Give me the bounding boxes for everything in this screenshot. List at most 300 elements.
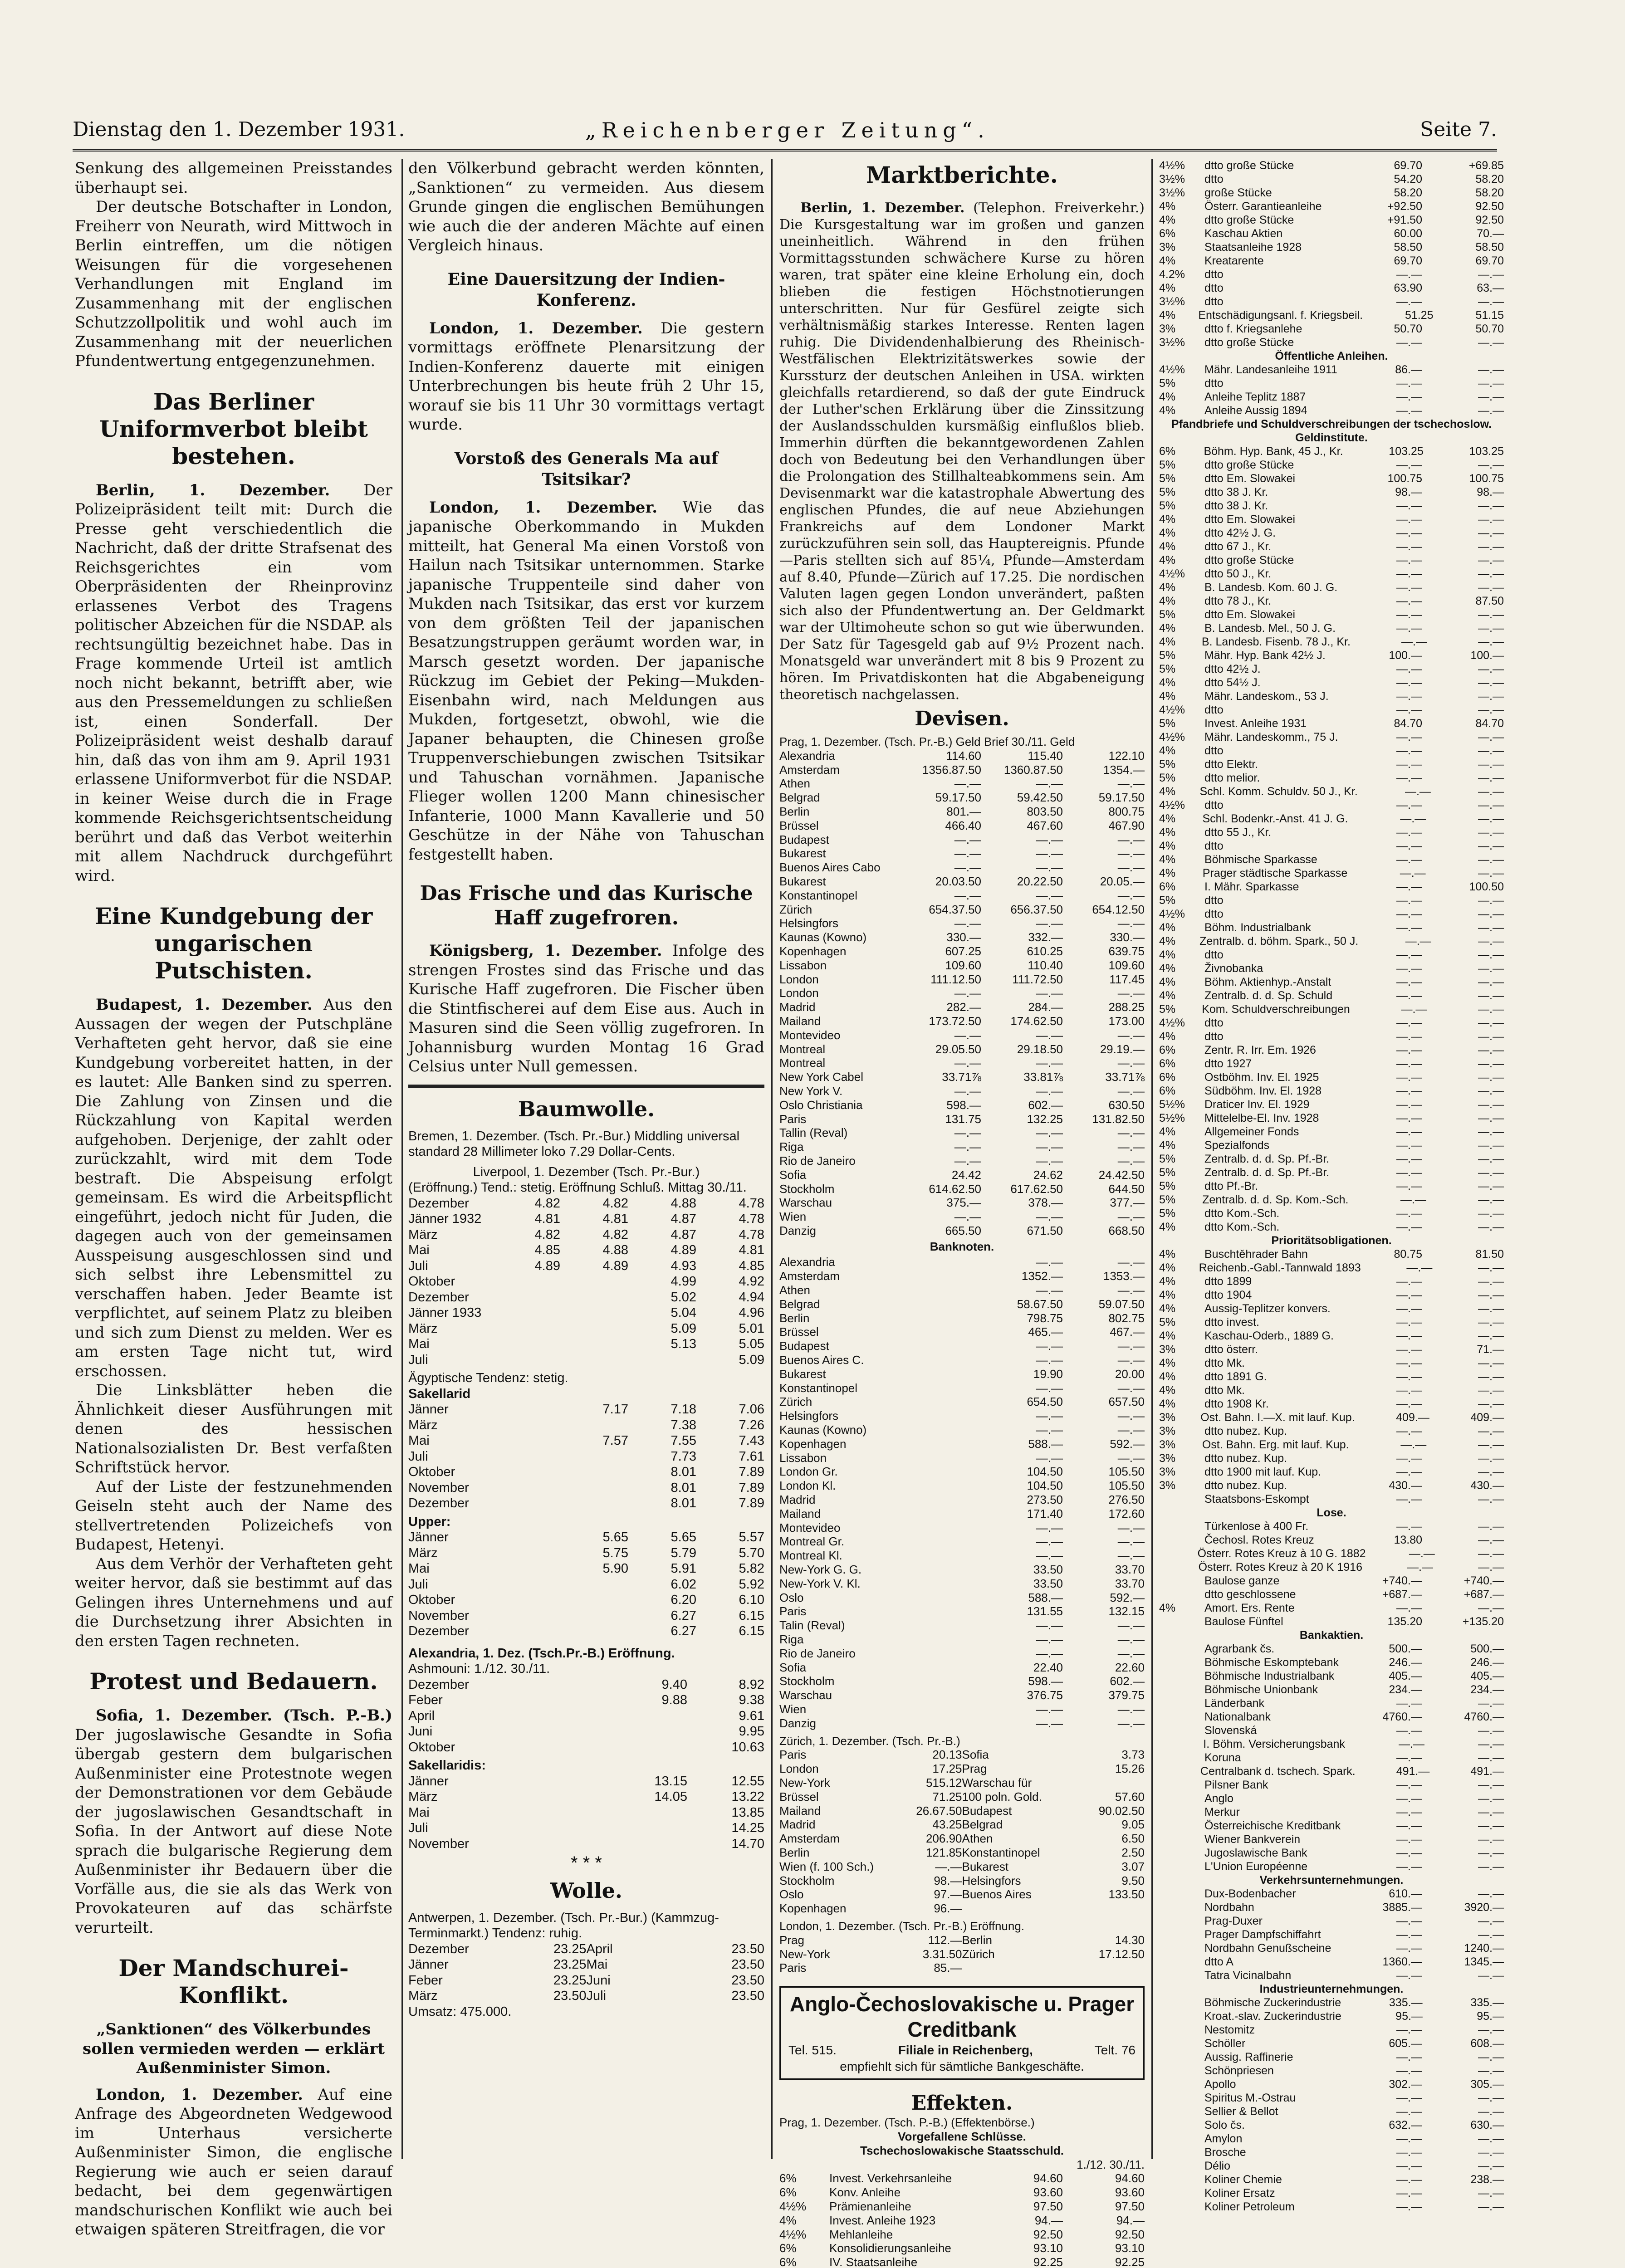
row-value: +92.50 [1387,200,1422,213]
row-value: dtto 54½ J. [1204,676,1261,689]
stock-row [1159,676,1504,689]
stock-row [1159,295,1504,308]
row-value [560,1592,628,1608]
row-value: —.— [1117,1646,1145,1660]
row-value: 378.— [1028,1196,1063,1210]
row-value: —.— [1036,1520,1063,1535]
row-value: 668.50 [1108,1223,1145,1237]
row-value: —.— [1036,1210,1063,1224]
row-value: dtto [1204,894,1224,907]
row-value: —.— [1396,499,1422,512]
devisen-row [779,1028,1145,1042]
row-value: Buenos Aires [962,1887,1032,1901]
banknoten-row [779,1507,1145,1521]
stock-row [1159,1819,1504,1833]
row-value: 100.75 [1469,472,1504,485]
row-value: 100.50 [1469,880,1504,893]
row-value: —.— [1478,1534,1504,1546]
row-label: November [408,1836,469,1851]
row-value: B. Landesb. Kom. 60 J. G. [1204,581,1338,594]
row-label: April [408,1708,435,1723]
row-value: dtto große Stücke [1204,336,1294,349]
stock-row [1159,1765,1504,1778]
row-label: Wien [779,1210,807,1224]
row-value: 29.19.— [1100,1042,1145,1056]
row-value: 3920.— [1464,1901,1504,1914]
row-value: —.— [1036,1126,1063,1140]
row-value: dtto [1204,282,1224,294]
row-value [1063,1776,1145,1790]
row-value: 121.85 [925,1845,962,1859]
row-value: 6.27 [671,1624,696,1638]
row-value: —.— [954,986,981,1000]
row-value: 43.25 [932,1818,962,1832]
dateline: London, 1. Dezember. [96,2085,303,2104]
row-value: —.— [1478,826,1504,839]
row-value: 85.— [934,1961,962,1975]
row-value: 58.20 [1475,173,1504,186]
row-label: Montreal Gr. [779,1535,845,1549]
article-manchuria [75,2085,392,2239]
row-value: 69.70 [1475,254,1504,267]
row-value: dtto A [1204,1955,1233,1968]
row-value: 9.38 [739,1693,764,1707]
cotton-title: Baumwolle. [518,1096,655,1121]
row-value: 87.50 [1475,595,1504,607]
row-value: L'Union Européenne [1204,1860,1308,1873]
row-value: 1360.— [1382,1955,1422,1968]
row-value: Konstantinopel [962,1845,1040,1859]
row-value: —.— [1478,1547,1504,1560]
row-label: Rio de Janeiro [779,1154,856,1168]
row-label: Paris [779,1961,807,1975]
row-value: 376.75 [1027,1688,1063,1702]
stock-row [1159,1370,1504,1383]
row-value: Merkur [1204,1806,1240,1818]
row-value: —.— [1396,1398,1422,1410]
row-value: —.— [1478,772,1504,784]
stock-row [1159,1914,1504,1928]
row-value: 7.06 [739,1402,764,1417]
stock-row [1159,1139,1504,1152]
row-value: —.— [1396,1942,1422,1955]
stock-row [1159,240,1504,254]
row-value: —.— [1478,1792,1504,1805]
row-label: Rio de Janeiro [779,1646,856,1660]
row-value: Koliner Ersatz [1204,2187,1275,2200]
row-value: 71.— [1477,1343,1504,1356]
row-value: 84.70 [1394,717,1422,730]
stock-row [1159,1601,1504,1615]
row-label: Montevideo [779,1028,841,1042]
row-value: 657.50 [1108,1395,1145,1409]
stock-row [1159,1043,1504,1057]
ad-tel-1: Tel. 515. [788,2043,837,2058]
row-value: Ostböhm. Inv. El. 1925 [1204,1071,1319,1084]
row-value: —.— [1478,1098,1504,1111]
row-value: —.— [954,777,981,791]
row-value: Zentralb. d. d. Sp. Pf.-Br. [1204,1153,1330,1165]
stock-row [1159,1152,1504,1166]
london-row [779,1933,1145,1947]
row-label: Montreal [779,1042,826,1056]
row-value: —.— [1478,1139,1504,1152]
row-value: 803.50 [1027,804,1063,818]
row-value: —.— [1478,812,1504,825]
row-value: —.— [1117,1549,1145,1563]
row-value: —.— [1036,832,1063,846]
row-value: —.— [1400,1193,1426,1206]
row-label: 5% [1159,717,1176,730]
devisen-row [779,819,1145,833]
row-value: 69.70 [1394,254,1422,267]
row-value: 5.05 [739,1337,764,1351]
row-value: 94.— [1034,2213,1063,2227]
row-value: dtto 38 J. Kr. [1204,499,1268,512]
row-value: 5.70 [739,1545,764,1560]
wool-table [408,1941,764,2004]
dateline: Berlin, 1. Dezember. [96,481,330,499]
row-value: 665.50 [945,1223,981,1237]
row-value: 111.12.50 [930,972,981,986]
row-label: New-York [779,1775,830,1789]
row-value: 4.82 [602,1196,628,1211]
row-value: 302.— [1389,2078,1422,2091]
stock-row [1159,268,1504,281]
row-value: —.— [1036,1633,1063,1646]
row-value: 234.— [1470,1683,1504,1696]
row-value: Schl. Bodenkr.-Anst. 41 J. G. [1202,812,1348,825]
stock-row [1159,227,1504,240]
row-value: 20.13 [932,1748,962,1762]
cotton-row [408,1836,764,1852]
row-value: Zentralb. d. d. Sp. Pf.-Br. [1204,1166,1330,1179]
row-value: 282.— [946,1000,981,1014]
headline-india-conference: Eine Dauersitzung der Indien-Konferenz. [447,269,725,310]
row-value: 15.26 [1115,1762,1145,1776]
row-value: —.— [1407,1561,1433,1574]
row-label: 5% [1159,1166,1176,1179]
row-label: Amsterdam [779,1832,840,1846]
row-value: Mehlanleihe [829,2227,893,2241]
row-value: 135.20 [1387,1615,1422,1628]
row-value: —.— [1478,1398,1504,1410]
row-value: —.— [1396,2146,1422,2159]
row-value [560,1352,628,1368]
row-value: 466.40 [945,818,981,832]
stock-row [1159,594,1504,608]
row-value: —.— [1396,268,1422,281]
row-value: 100 poln. Gold. [962,1789,1042,1804]
article-putschists [75,995,392,1651]
row-value: Buschtěhrader Bahn [1204,1248,1308,1261]
row-value: —.— [1396,1425,1422,1437]
row-value [610,1708,687,1724]
stock-row [1159,1343,1504,1356]
row-value: —.— [1396,1275,1422,1288]
banknoten-row [779,1591,1145,1605]
row-label [1159,1941,1204,1955]
row-label: 3½% [1159,173,1185,186]
row-value: —.— [1036,1451,1063,1465]
row-label [1159,2105,1204,2118]
row-label: Mailand [779,1506,821,1520]
row-value: Invest. Verkehrsanleihe [829,2171,952,2185]
stock-row [1159,1302,1504,1315]
row-value: —.— [1396,1384,1422,1397]
row-value: —.— [1478,1357,1504,1369]
stock-row [1159,1560,1504,1574]
row-label: 4% [1159,1289,1176,1301]
row-value: —.— [1478,2200,1504,2213]
row-value: —.— [1396,1343,1422,1356]
row-value: —.— [1117,986,1145,1000]
row-value: Österreichische Kreditbank [1204,1819,1341,1832]
row-value: —.— [1396,1452,1422,1465]
stock-row [1159,2064,1504,2077]
row-value [560,1274,628,1290]
cotton-sak2-label: Sakellaridis: [408,1758,486,1773]
row-label: Oktober [408,1465,455,1479]
row-value: dtto nubez. Kup. [1204,1452,1287,1465]
row-value [492,1290,560,1305]
row-label: Lissabon [779,1451,827,1465]
row-value: 4.82 [602,1227,628,1242]
separator-stars: * * * [571,1853,602,1873]
devisen-row [779,1224,1145,1238]
row-value: dtto [1204,377,1224,390]
row-value: +91.50 [1387,214,1422,226]
row-value: —.— [1396,2173,1422,2186]
row-value: —.— [1396,1697,1422,1710]
row-label: 4% [1159,554,1176,567]
issue-date: Dienstag den 1. Dezember 1931. [73,118,405,141]
row-value: +687.— [1382,1588,1422,1601]
row-value: —.— [1401,635,1427,648]
cotton-row [408,1561,764,1577]
row-value: —.— [1036,777,1063,791]
row-value: —.— [1117,1535,1145,1549]
row-label: Bukarest [779,846,826,860]
london-row [779,1961,1145,1975]
banknoten-row [779,1521,1145,1535]
row-value: —.— [1478,2146,1504,2159]
row-label: Oslo Christiania [779,1098,863,1112]
row-label: 4½% [1159,1017,1185,1029]
row-value: —.— [1036,1353,1063,1367]
row-value: —.— [1036,1716,1063,1730]
row-label: Jänner [408,1402,449,1417]
stock-table-lots [1159,1520,1504,1628]
row-value: —.— [1478,1438,1504,1451]
section-priority: Prioritätsobligationen. [1271,1234,1392,1247]
row-value: April [586,1941,613,1956]
stock-row [1159,213,1504,227]
row-value: —.— [1036,846,1063,860]
row-value: 110.40 [1028,958,1063,972]
row-value: 630.— [1470,2119,1504,2131]
row-value: 5.13 [671,1337,696,1351]
row-label: 3% [1159,1438,1176,1451]
row-label: 4% [1159,254,1176,267]
row-value: —.— [1478,540,1504,553]
devisen-row [779,749,1145,763]
row-value: Délio [1204,2160,1230,2172]
cotton-ashmouni: Ashmouni: 1./12. 30./11. [408,1662,550,1676]
row-value: —.— [1396,1044,1422,1056]
row-value: 798.75 [1027,1311,1063,1325]
zurich-row [779,1790,1145,1804]
row-value: 1354.— [1103,763,1145,777]
column-2 [408,159,764,2164]
article-body: Der Polizeipräsident teilt mit: Durch die Presse geht verschiedentlich die Nachricht, daß der dritte Strafsenat des Reichsgerichtes ein vom Oberpräsidenten der Rheinprovinz erlassenes Verbot des Tragens politischer Abzeichen für die NSDAP. als rechtsungültig bezeichnet habe. Das in Frage kommende Urteil ist amtlich noch nicht bekannt, betrifft aber, wie aus den Pressemeldungen zu schließen ist, einen Sonderfall. Der Polizeipräsident weist deshalb darauf hin, daß das von ihm am 9. April 1931 erlassene Uniformverbot für die NSDAP. in keiner Weise durch die in Frage kommende Reichsgerichtsentscheidung berührt und daß das Verbot weiterhin mit allem Nachdruck durchgeführt wird. [75,481,393,885]
row-label: Montreal Kl. [779,1549,842,1563]
row-value: —.— [1036,986,1063,1000]
row-value: Österr. Rotes Kreuz à 10 G. 1882 [1197,1547,1366,1560]
row-value: 94.60 [1033,2171,1063,2185]
row-value: —.— [1396,976,1422,988]
row-value: 284.— [1028,1000,1063,1014]
row-value: 491.— [1470,1765,1504,1778]
row-value: —.— [1117,1451,1145,1465]
row-value: Kaschau Aktien [1204,227,1283,240]
row-value: Böhmische Unionbank [1204,1683,1318,1696]
row-value: dtto [1204,1030,1224,1043]
row-label: Juli [408,1352,428,1367]
row-label: Buenos Aires Cabo [779,860,881,875]
row-value: 5.75 [602,1545,628,1560]
row-value: 112.— [928,1933,962,1947]
row-label: 4% [1159,1330,1176,1342]
stock-table-public [1159,363,1504,417]
row-value: dtto 50 J., Kr. [1204,567,1272,580]
row-value: 109.60 [945,958,981,972]
stock-row [1159,186,1504,200]
row-value: 57.60 [1115,1789,1145,1804]
row-value: 12.55 [731,1774,764,1789]
row-value: —.— [1396,1819,1423,1832]
row-value: dtto Pf.-Br. [1204,1180,1258,1193]
row-value: 671.50 [1027,1223,1063,1237]
row-value: 13.15 [654,1774,687,1789]
row-value: 6.27 [671,1608,696,1623]
row-label: März [408,1227,438,1242]
article-uniform-ban [75,481,392,886]
row-label: Mailand [779,1804,821,1818]
row-value: —.— [1396,894,1422,907]
row-value: Böhmische Industrialbank [1204,1670,1335,1682]
row-value: —.— [1396,459,1422,471]
row-value: —.— [1396,1330,1422,1342]
row-value: dtto 1927 [1204,1057,1252,1070]
cotton-alexandria-table [408,1677,764,1755]
row-value: Zentr. R. Irr. Em. 1926 [1204,1044,1316,1056]
article-body: Auf eine Anfrage des Abgeordneten Wedgewood im Unterhaus versicherte Außenminister Simon, die englische Regierung wie auch er seien darauf bedacht, bei dem gegenwärtigen mandschurischen Konflikt wie auch bei etwaigen späteren Streitfragen, die vor [75,2085,393,2239]
row-value: Prag-Duxer [1204,1915,1263,1927]
devisen-row [779,860,1145,875]
row-value: 5.65 [602,1530,628,1545]
row-value: —.— [1117,1423,1145,1437]
effekten-head: 1./12. 30./11. [1077,2157,1145,2171]
row-label: 3% [1159,1425,1176,1437]
row-value: 29.18.50 [1017,1042,1063,1056]
row-label: Budapest [779,832,829,846]
row-value: —.— [1478,2051,1504,2063]
banknoten-row [779,1563,1145,1577]
devisen-row [779,1196,1145,1210]
row-label: Dezember [408,1624,469,1638]
cotton-egypt-table [408,1402,764,1511]
row-value: 409.— [1470,1411,1504,1424]
row-label: Danzig [779,1223,816,1237]
row-label: New-York [779,1947,830,1961]
stock-row [1159,2118,1504,2132]
row-value: —.— [1117,1154,1145,1168]
stock-row [1159,1247,1504,1261]
row-value: 174.62.50 [1010,1014,1063,1028]
row-value: Reichenb.-Gabl.-Tannwald 1893 [1199,1261,1361,1274]
row-label: 5% [1159,459,1176,471]
row-value: 5.90 [602,1561,628,1576]
row-value: 59.07.50 [1098,1297,1145,1311]
row-value: —.— [954,1056,981,1070]
row-value: —.— [1396,1316,1422,1329]
column-separator [771,159,773,2159]
row-value: 592.— [1110,1437,1145,1451]
stock-table-mortgage [1159,445,1504,1234]
row-value: 6.50 [1121,1832,1145,1846]
row-value: Brosche [1204,2146,1246,2159]
devisen-row [779,1112,1145,1126]
row-label: 4% [1159,1602,1176,1614]
banknoten-title: Banknoten. [930,1239,994,1253]
row-value: —.— [1478,744,1504,757]
row-value: 20.00 [1115,1367,1145,1381]
section-bank-shares: Bankaktien. [1299,1629,1364,1642]
cotton-row [408,1433,764,1449]
row-value: 9.40 [661,1677,687,1692]
row-value: 115.40 [1028,748,1063,763]
row-label: 6% [779,2241,797,2255]
zurich-row [779,1748,1145,1762]
row-value: 111.72.50 [1012,972,1063,986]
row-value: Prämienanleihe [829,2199,911,2213]
row-value: —.— [1405,935,1431,948]
row-value: Prag [962,1762,987,1776]
row-value: —.— [1478,1153,1504,1165]
row-value: —.— [1396,608,1422,621]
row-label: Berlin [779,804,810,818]
stock-row [1159,2037,1504,2050]
row-value: dtto 78 J., Kr. [1204,595,1272,607]
stock-row [1159,1860,1504,1873]
cotton-sak-table [408,1774,764,1852]
devisen-head: Prag, 1. Dezember. (Tsch. Pr.-B.) Geld Brief 30./11. Geld [779,735,1075,748]
row-value: 9.50 [1121,1873,1145,1887]
dateline: Berlin, 1. Dezember. [800,200,965,216]
section-industry: Industrieunternehmungen. [1259,1983,1404,1995]
row-value: 6.02 [671,1577,696,1592]
row-label: 4½% [779,2227,807,2241]
row-label: Montreal [779,1056,826,1070]
row-value [492,1305,560,1321]
row-label: März [408,1321,438,1336]
row-value: —.— [1478,1112,1504,1124]
dateline: Budapest, 1. Dezember. [96,996,313,1014]
paragraph: Auf der Liste der festzunehmenden Geiseln steht auch der Name des stellvertretenden Polizeichefs von Budapest, Hetenyi. [75,1477,392,1554]
row-label: Sofia [779,1168,807,1182]
cotton-row [408,1418,764,1433]
